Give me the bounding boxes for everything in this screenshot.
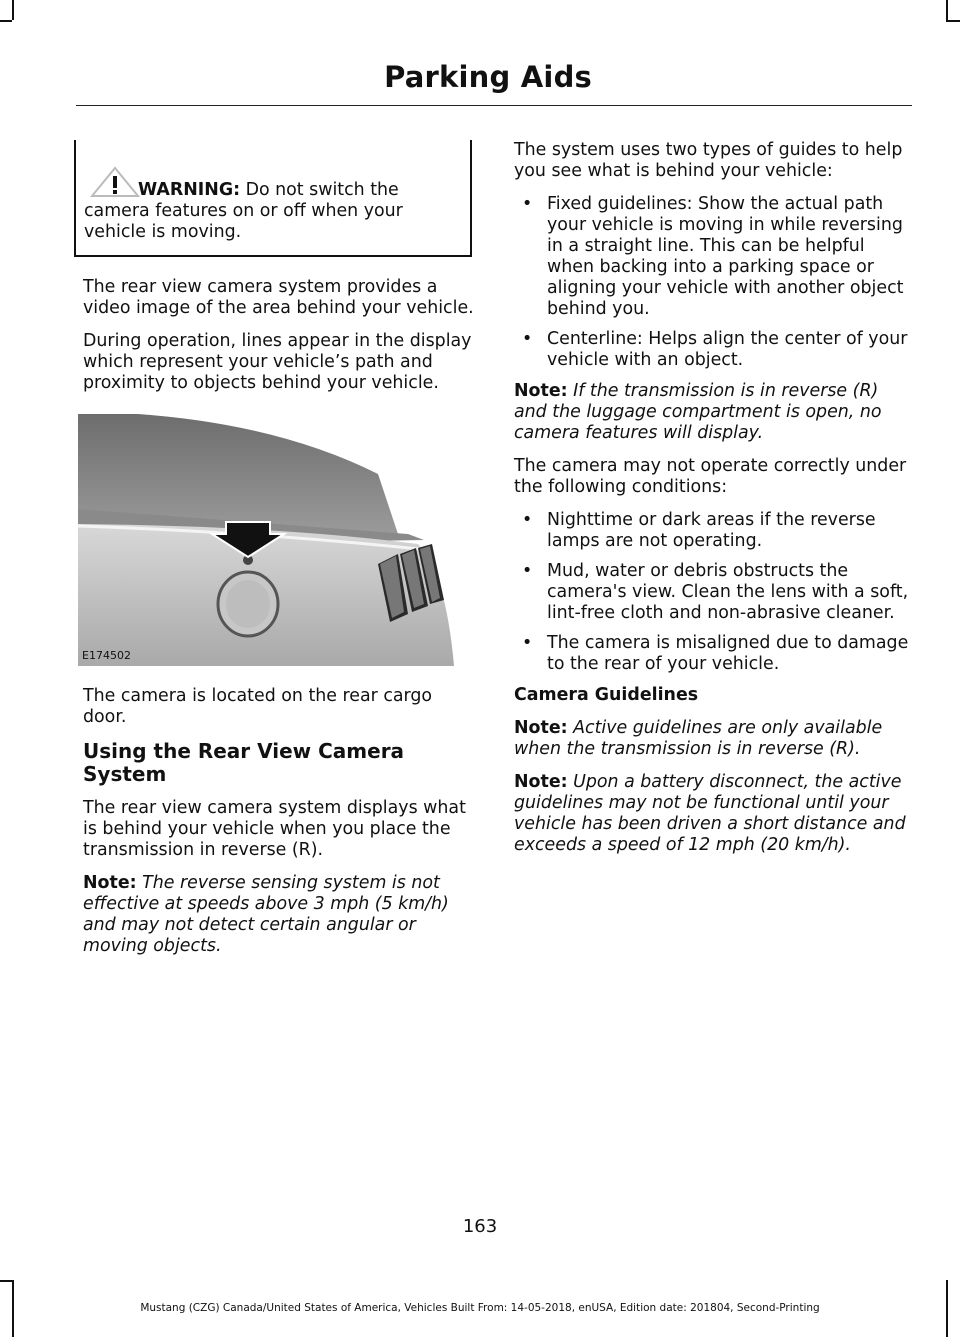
page-number: 163 — [462, 1216, 498, 1237]
paragraph: During operation, lines appear in the display which represent your vehicle’s path and proximity to objects behind your vehicle. — [83, 331, 472, 393]
warning-label: WARNING: — [138, 180, 241, 200]
note-text: The reverse sensing system is not effective at speeds above 3 mph (5 km/h) and may not detect certain angular or moving objects. — [83, 873, 449, 956]
note-text: Upon a battery disconnect, the active guidelines may not be functional until your vehicle has been driven a short distance and exceeds a speed of 12 mph (20 km/h). — [514, 772, 906, 855]
paragraph: The system uses two types of guides to help you see what is behind your vehicle: — [514, 140, 903, 181]
section-heading: Using the Rear View Camera System — [83, 739, 405, 786]
section-heading: Camera Guidelines — [514, 685, 699, 705]
header-rule — [76, 105, 912, 106]
guides-list — [514, 194, 910, 371]
note — [83, 873, 475, 957]
list-item: • Mud, water or debris obstructs the camera's view. Clean the lens with a soft, lint-free cloth and non-abrasive cleaner. — [514, 561, 910, 624]
note — [514, 381, 910, 444]
note-label: Note: — [514, 772, 568, 792]
right-column — [514, 140, 910, 868]
crop-mark — [0, 1280, 12, 1282]
rear-camera-figure — [78, 414, 454, 666]
paragraph: The rear view camera system provides a video image of the area behind your vehicle. — [83, 277, 474, 318]
list-item: • The camera is misaligned due to damage to the rear of your vehicle. — [514, 633, 910, 675]
page-title: Parking Aids — [384, 60, 592, 94]
left-column — [83, 140, 475, 969]
paragraph: The rear view camera system displays what is behind your vehicle when you place the transmission in reverse (R). — [83, 798, 466, 860]
note-label: Note: — [83, 873, 137, 893]
note — [514, 772, 910, 856]
note-text: Active guidelines are only available when the transmission is in reverse (R). — [514, 718, 883, 759]
footer-text: Mustang (CZG) Canada/United States of America, Vehicles Built From: 14-05-2018, enUSA, Edition date: 201804, Second-Printing — [140, 1302, 820, 1314]
crop-mark — [946, 20, 960, 22]
warning-triangle-icon — [88, 166, 142, 198]
note — [514, 718, 910, 760]
crop-mark — [12, 0, 14, 20]
figure-code: E174502 — [82, 649, 131, 662]
list-item: • Centerline: Helps align the center of your vehicle with an object. — [514, 329, 910, 371]
warning-body: Do not switch the camera features on or off when your vehicle is moving. — [84, 180, 403, 242]
warning-box — [74, 140, 472, 257]
note-label: Note: — [514, 381, 568, 401]
list-item: • Nighttime or dark areas if the reverse lamps are not operating. — [514, 510, 910, 552]
car-rear-illustration — [78, 414, 454, 666]
conditions-list — [514, 510, 910, 675]
note-label: Note: — [514, 718, 568, 738]
paragraph: The camera is located on the rear cargo door. — [83, 686, 433, 727]
crop-mark — [946, 0, 948, 20]
paragraph: The camera may not operate correctly under the following conditions: — [514, 456, 907, 497]
crop-mark — [0, 20, 12, 22]
list-item: • Fixed guidelines: Show the actual path your vehicle is moving in while reversing in a straight line. This can be helpful when backing into a parking space or aligning your vehicle with another object behind you. — [514, 194, 910, 320]
note-text: If the transmission is in reverse (R) and the luggage compartment is open, no camera features will display. — [514, 381, 882, 443]
